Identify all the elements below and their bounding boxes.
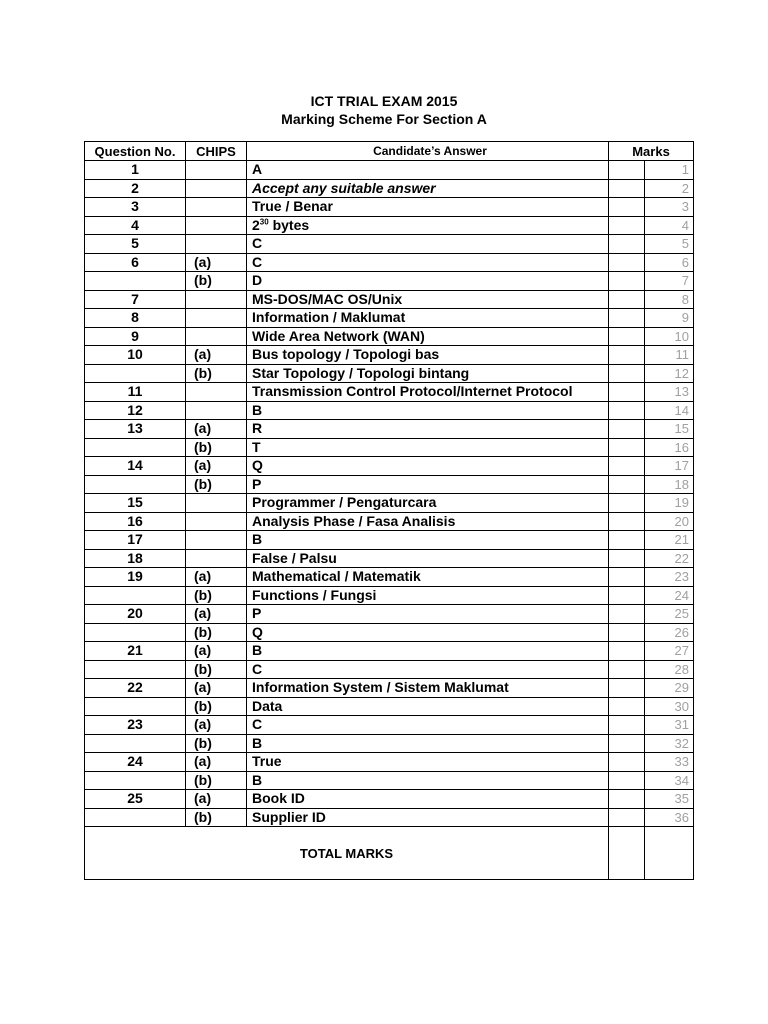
question-number: 16	[85, 512, 186, 531]
candidate-answer: P	[247, 605, 609, 624]
question-number: 7	[85, 290, 186, 309]
question-number	[85, 438, 186, 457]
chips-part	[186, 512, 247, 531]
table-row	[85, 771, 694, 790]
mark-entry-box	[609, 549, 645, 568]
mark-entry-box	[609, 568, 645, 587]
chips-part	[186, 309, 247, 328]
mark-number: 4	[645, 216, 694, 235]
mark-number: 1	[645, 161, 694, 180]
mark-entry-box	[609, 531, 645, 550]
mark-number: 13	[645, 383, 694, 402]
table-row	[85, 623, 694, 642]
question-number: 3	[85, 198, 186, 217]
table-row	[85, 512, 694, 531]
mark-entry-box	[609, 420, 645, 439]
question-number: 6	[85, 253, 186, 272]
question-number: 13	[85, 420, 186, 439]
mark-number: 24	[645, 586, 694, 605]
mark-entry-box	[609, 660, 645, 679]
question-number: 14	[85, 457, 186, 476]
question-number	[85, 623, 186, 642]
mark-number: 2	[645, 179, 694, 198]
chips-part: (a)	[186, 457, 247, 476]
chips-part: (b)	[186, 438, 247, 457]
chips-part: (b)	[186, 660, 247, 679]
candidate-answer: Data	[247, 697, 609, 716]
chips-part	[186, 161, 247, 180]
question-number: 17	[85, 531, 186, 550]
candidate-answer: False / Palsu	[247, 549, 609, 568]
chips-part: (b)	[186, 623, 247, 642]
question-number: 22	[85, 679, 186, 698]
table-row	[85, 364, 694, 383]
candidate-answer: Star Topology / Topologi bintang	[247, 364, 609, 383]
mark-number: 8	[645, 290, 694, 309]
chips-part: (a)	[186, 605, 247, 624]
mark-number: 11	[645, 346, 694, 365]
table-row	[85, 383, 694, 402]
table-row	[85, 531, 694, 550]
mark-entry-box	[609, 790, 645, 809]
mark-number: 20	[645, 512, 694, 531]
chips-part: (b)	[186, 272, 247, 291]
table-row	[85, 179, 694, 198]
candidate-answer: Book ID	[247, 790, 609, 809]
question-number	[85, 771, 186, 790]
mark-number: 6	[645, 253, 694, 272]
candidate-answer: True / Benar	[247, 198, 609, 217]
mark-number: 12	[645, 364, 694, 383]
table-row	[85, 161, 694, 180]
chips-part	[186, 235, 247, 254]
table-row	[85, 401, 694, 420]
mark-number: 9	[645, 309, 694, 328]
table-header-row	[85, 142, 694, 161]
chips-part	[186, 549, 247, 568]
table-row	[85, 679, 694, 698]
table-row	[85, 235, 694, 254]
answer-exponent: 30	[259, 217, 269, 227]
candidate-answer: Accept any suitable answer	[247, 179, 609, 198]
candidate-answer: Information System / Sistem Maklumat	[247, 679, 609, 698]
table-row	[85, 216, 694, 235]
total-row	[85, 827, 694, 880]
answer-suffix: bytes	[268, 216, 310, 233]
mark-entry-box	[609, 679, 645, 698]
table-row	[85, 808, 694, 827]
question-number: 20	[85, 605, 186, 624]
chips-part	[186, 198, 247, 217]
candidate-answer: Q	[247, 623, 609, 642]
candidate-answer: C	[247, 235, 609, 254]
answer-base: 2	[252, 216, 260, 233]
mark-number: 35	[645, 790, 694, 809]
question-number: 19	[85, 568, 186, 587]
question-number: 1	[85, 161, 186, 180]
mark-number: 22	[645, 549, 694, 568]
chips-part	[186, 383, 247, 402]
mark-entry-box	[609, 623, 645, 642]
question-number: 8	[85, 309, 186, 328]
chips-part: (a)	[186, 679, 247, 698]
mark-number: 25	[645, 605, 694, 624]
table-row	[85, 660, 694, 679]
mark-number: 14	[645, 401, 694, 420]
question-number: 21	[85, 642, 186, 661]
mark-entry-box	[609, 457, 645, 476]
table-row	[85, 605, 694, 624]
mark-number: 21	[645, 531, 694, 550]
candidate-answer: T	[247, 438, 609, 457]
chips-part: (b)	[186, 734, 247, 753]
table-row	[85, 734, 694, 753]
chips-part: (a)	[186, 253, 247, 272]
question-number: 24	[85, 753, 186, 772]
mark-entry-box	[609, 771, 645, 790]
candidate-answer: B	[247, 642, 609, 661]
candidate-answer: B	[247, 771, 609, 790]
candidate-answer: True	[247, 753, 609, 772]
mark-entry-box	[609, 235, 645, 254]
header-marks: Marks	[609, 142, 694, 161]
candidate-answer: Bus topology / Topologi bas	[247, 346, 609, 365]
mark-entry-box	[609, 475, 645, 494]
chips-part: (b)	[186, 808, 247, 827]
mark-number: 15	[645, 420, 694, 439]
mark-entry-box	[609, 753, 645, 772]
mark-number: 31	[645, 716, 694, 735]
chips-part: (a)	[186, 790, 247, 809]
table-row	[85, 346, 694, 365]
table-row	[85, 549, 694, 568]
mark-entry-box	[609, 605, 645, 624]
question-number: 12	[85, 401, 186, 420]
table-row	[85, 309, 694, 328]
table-row	[85, 753, 694, 772]
question-number: 11	[85, 383, 186, 402]
total-marks-blank	[645, 827, 694, 880]
mark-entry-box	[609, 697, 645, 716]
chips-part: (a)	[186, 716, 247, 735]
mark-number: 17	[645, 457, 694, 476]
marking-scheme-table	[84, 141, 694, 880]
question-number: 9	[85, 327, 186, 346]
chips-part: (b)	[186, 586, 247, 605]
table-row	[85, 475, 694, 494]
mark-number: 16	[645, 438, 694, 457]
candidate-answer: P	[247, 475, 609, 494]
candidate-answer: Programmer / Pengaturcara	[247, 494, 609, 513]
table-row	[85, 420, 694, 439]
mark-number: 19	[645, 494, 694, 513]
question-number	[85, 364, 186, 383]
question-number	[85, 586, 186, 605]
table-row	[85, 494, 694, 513]
mark-number: 18	[645, 475, 694, 494]
candidate-answer: Mathematical / Matematik	[247, 568, 609, 587]
chips-part: (b)	[186, 771, 247, 790]
candidate-answer: R	[247, 420, 609, 439]
chips-part	[186, 290, 247, 309]
chips-part: (a)	[186, 642, 247, 661]
mark-number: 3	[645, 198, 694, 217]
mark-number: 10	[645, 327, 694, 346]
mark-entry-box	[609, 309, 645, 328]
table-row	[85, 586, 694, 605]
mark-number: 30	[645, 697, 694, 716]
chips-part: (a)	[186, 753, 247, 772]
chips-part: (b)	[186, 475, 247, 494]
chips-part	[186, 327, 247, 346]
mark-number: 5	[645, 235, 694, 254]
table-row	[85, 290, 694, 309]
candidate-answer: Functions / Fungsi	[247, 586, 609, 605]
table-row	[85, 438, 694, 457]
question-number: 4	[85, 216, 186, 235]
candidate-answer: B	[247, 734, 609, 753]
candidate-answer: C	[247, 253, 609, 272]
chips-part	[186, 494, 247, 513]
question-number	[85, 734, 186, 753]
exam-subtitle: Marking Scheme For Section A	[281, 111, 487, 127]
question-number	[85, 660, 186, 679]
question-number	[85, 475, 186, 494]
mark-number: 33	[645, 753, 694, 772]
mark-entry-box	[609, 438, 645, 457]
candidate-answer: C	[247, 716, 609, 735]
mark-entry-box	[609, 272, 645, 291]
candidate-answer: C	[247, 660, 609, 679]
mark-entry-box	[609, 716, 645, 735]
candidate-answer: Wide Area Network (WAN)	[247, 327, 609, 346]
table-row	[85, 457, 694, 476]
candidate-answer: Supplier ID	[247, 808, 609, 827]
mark-entry-box	[609, 253, 645, 272]
mark-entry-box	[609, 734, 645, 753]
mark-number: 7	[645, 272, 694, 291]
mark-entry-box	[609, 512, 645, 531]
header-question-no: Question No.	[85, 142, 186, 161]
table-row	[85, 568, 694, 587]
mark-number: 23	[645, 568, 694, 587]
candidate-answer	[247, 216, 609, 235]
chips-part: (b)	[186, 364, 247, 383]
candidate-answer: Q	[247, 457, 609, 476]
exam-title: ICT TRIAL EXAM 2015	[310, 93, 458, 109]
header-candidates-answer: Candidate’s Answer	[247, 142, 609, 161]
mark-entry-box	[609, 179, 645, 198]
mark-entry-box	[609, 383, 645, 402]
question-number	[85, 808, 186, 827]
table-row	[85, 198, 694, 217]
mark-number: 36	[645, 808, 694, 827]
candidate-answer: Information / Maklumat	[247, 309, 609, 328]
chips-part	[186, 531, 247, 550]
table-row	[85, 790, 694, 809]
mark-number: 26	[645, 623, 694, 642]
question-number: 10	[85, 346, 186, 365]
mark-entry-box	[609, 216, 645, 235]
mark-entry-box	[609, 161, 645, 180]
candidate-answer: B	[247, 531, 609, 550]
question-number	[85, 697, 186, 716]
chips-part	[186, 179, 247, 198]
candidate-answer: Transmission Control Protocol/Internet Protocol	[247, 383, 609, 402]
chips-part	[186, 216, 247, 235]
table-row	[85, 327, 694, 346]
mark-number: 28	[645, 660, 694, 679]
total-marks-box	[609, 827, 645, 880]
question-number: 25	[85, 790, 186, 809]
mark-entry-box	[609, 586, 645, 605]
candidate-answer: B	[247, 401, 609, 420]
table-row	[85, 642, 694, 661]
chips-part: (a)	[186, 420, 247, 439]
table-row	[85, 253, 694, 272]
mark-number: 32	[645, 734, 694, 753]
total-marks-label: TOTAL MARKS	[85, 827, 609, 880]
mark-entry-box	[609, 346, 645, 365]
mark-number: 29	[645, 679, 694, 698]
question-number: 2	[85, 179, 186, 198]
candidate-answer: A	[247, 161, 609, 180]
question-number	[85, 272, 186, 291]
mark-entry-box	[609, 808, 645, 827]
mark-entry-box	[609, 364, 645, 383]
mark-entry-box	[609, 327, 645, 346]
mark-number: 27	[645, 642, 694, 661]
candidate-answer: MS-DOS/MAC OS/Unix	[247, 290, 609, 309]
table-row	[85, 716, 694, 735]
mark-entry-box	[609, 401, 645, 420]
chips-part: (a)	[186, 568, 247, 587]
question-number: 15	[85, 494, 186, 513]
candidate-answer: Analysis Phase / Fasa Analisis	[247, 512, 609, 531]
chips-part	[186, 401, 247, 420]
header-chips: CHIPS	[186, 142, 247, 161]
mark-entry-box	[609, 290, 645, 309]
question-number: 18	[85, 549, 186, 568]
chips-part: (a)	[186, 346, 247, 365]
candidate-answer: D	[247, 272, 609, 291]
question-number: 5	[85, 235, 186, 254]
table-row	[85, 697, 694, 716]
mark-entry-box	[609, 494, 645, 513]
question-number: 23	[85, 716, 186, 735]
mark-entry-box	[609, 198, 645, 217]
mark-number: 34	[645, 771, 694, 790]
table-row	[85, 272, 694, 291]
chips-part: (b)	[186, 697, 247, 716]
mark-entry-box	[609, 642, 645, 661]
